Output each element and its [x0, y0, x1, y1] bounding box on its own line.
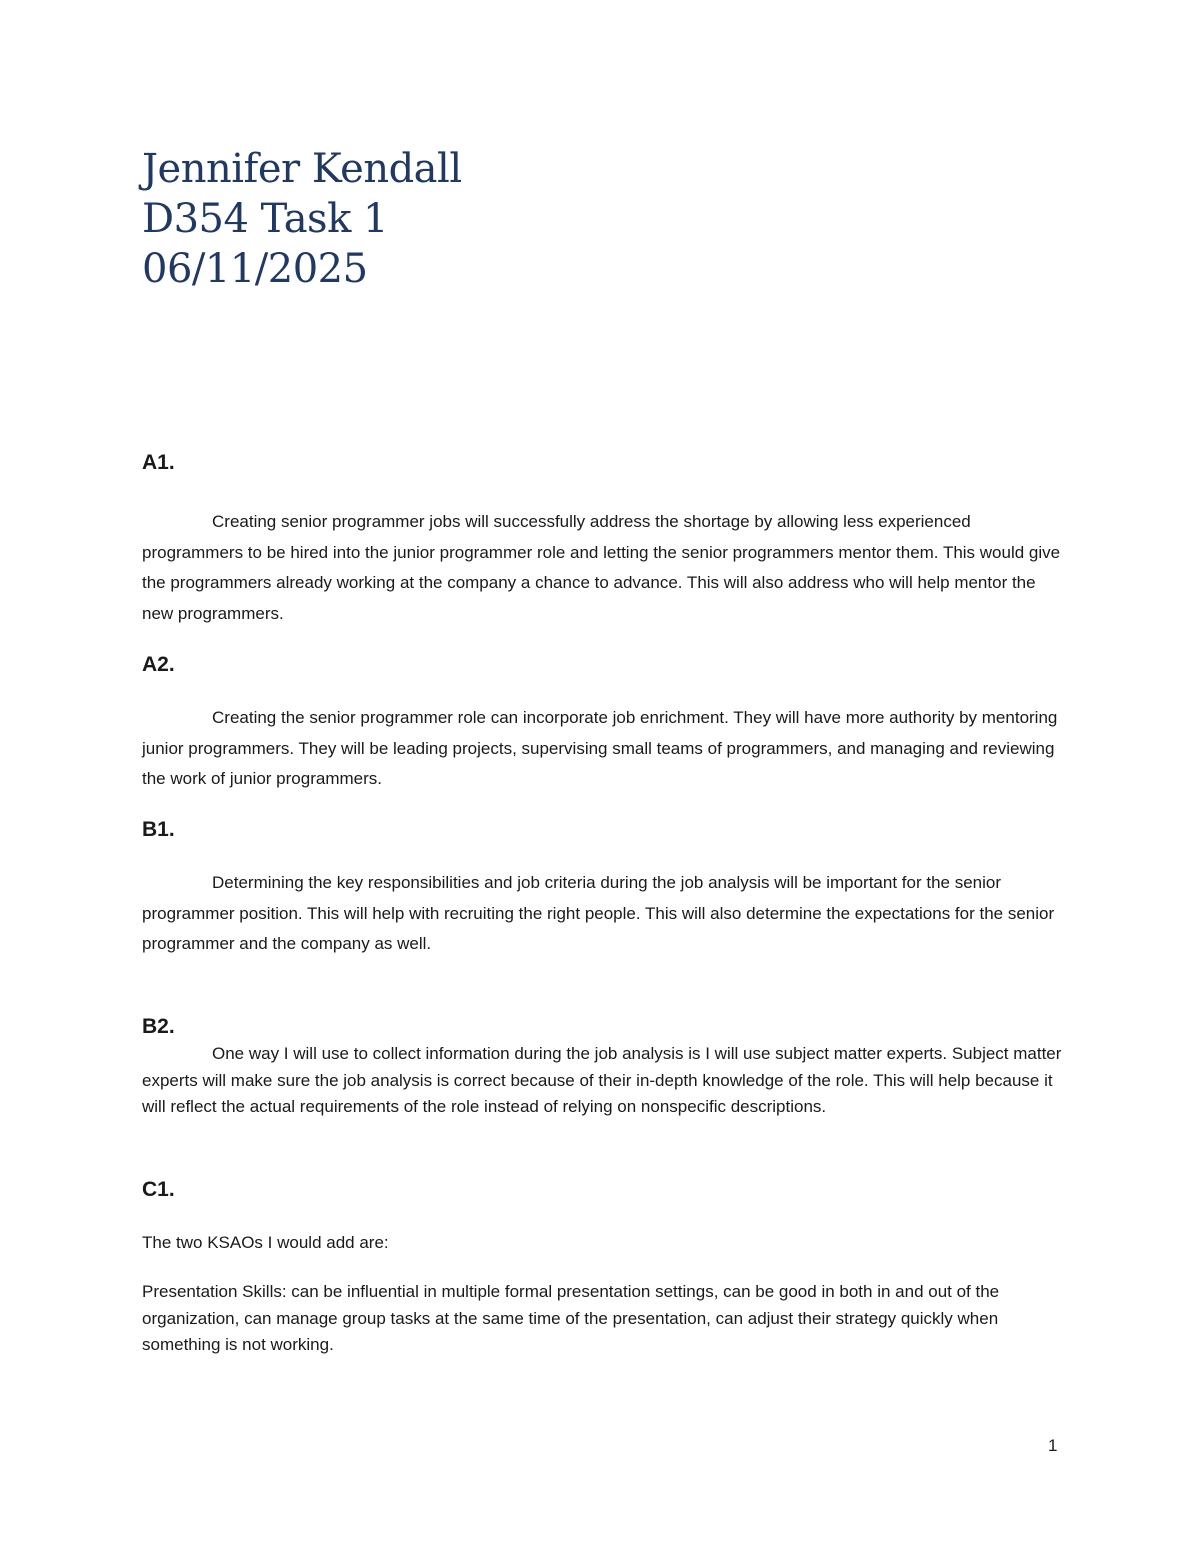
section-heading-b1: B1. [142, 818, 175, 841]
section-a2-paragraph: Creating the senior programmer role can incorporate job enrichment. They will have more authority by mentoring junior programmers. They will be leading projects, supervising small teams of programmers, and managing and reviewing the work of junior programmers. [142, 708, 1058, 788]
course-title: D354 Task 1 [142, 196, 388, 242]
section-heading-a2: A2. [142, 653, 175, 676]
section-heading-b2: B2. [142, 1015, 175, 1038]
ksao-intro: The two KSAOs I would add are: [142, 1233, 389, 1252]
ksao-presentation-skills: Presentation Skills: can be influential in multiple formal presentation settings, can be good in both in and out of the organization, can manage group tasks at the same time of the presentation, can adjust their strategy quickly when something is not working. [142, 1282, 1000, 1354]
section-heading-c1: C1. [142, 1178, 175, 1201]
page-number: 1 [1048, 1436, 1058, 1455]
author-name: Jennifer Kendall [142, 146, 462, 192]
section-a1-paragraph: Creating senior programmer jobs will successfully address the shortage by allowing less experienced programmers to be hired into the junior programmer role and letting the senior programmers mentor them. This would give the programmers already working at the company a chance to advance. This will also address who will help mentor the new programmers. [142, 512, 1061, 623]
section-heading-a1: A1. [142, 451, 175, 474]
document-date: 06/11/2025 [142, 246, 368, 292]
section-b1-paragraph: Determining the key responsibilities and job criteria during the job analysis will be important for the senior programmer position. This will help with recruiting the right people. This will also determine the expectations for the senior programmer and the company as well. [142, 873, 1055, 953]
section-b2-paragraph: One way I will use to collect information during the job analysis is I will use subject matter experts. Subject matter experts will make sure the job analysis is correct because of their in-depth knowledge of the role. This will help because it will reflect the actual requirements of the role instead of relying on nonspecific descriptions. [142, 1044, 1062, 1116]
